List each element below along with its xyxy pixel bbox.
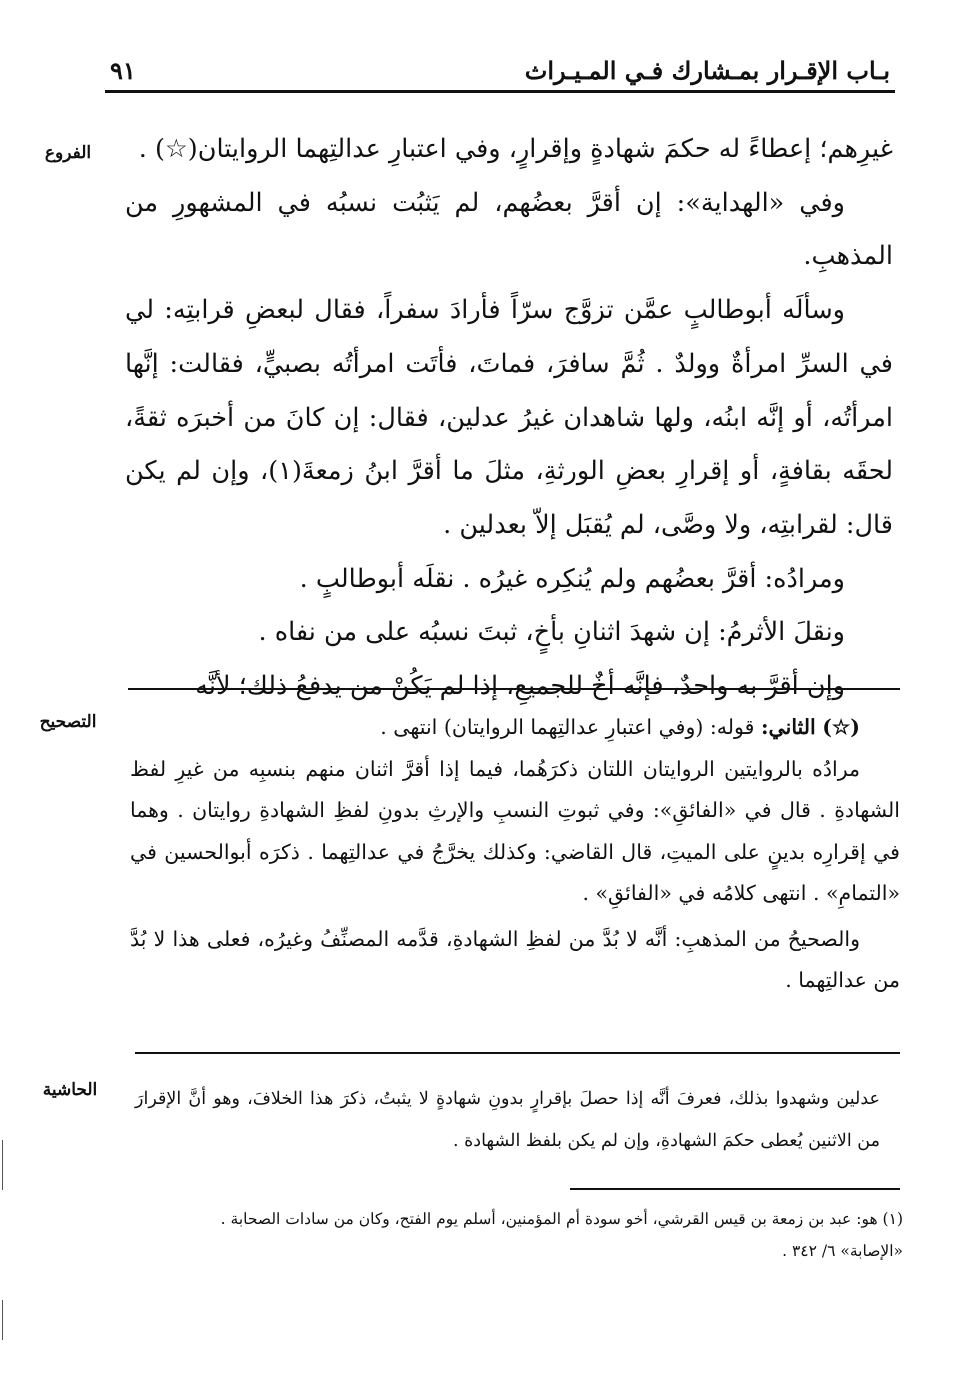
side-label-tashih: التصحيح [39,712,97,732]
tashih-heading: الثاني: [760,715,816,739]
section-divider [128,688,900,690]
header-rule [105,90,895,93]
main-text [125,123,893,714]
side-label-furu: الفروع [44,143,92,163]
side-label-hashiya: الحاشية [42,1080,98,1100]
page-number: ٩١ [110,56,136,85]
main-paragraph: ونقلَ الأثرمُ: إن شهدَ اثنانِ بأخٍ، ثبتَ نسبُه على من نفاه . [258,617,845,648]
main-paragraph: وإن أقرَّ به واحدٌ، فإنَّه أخٌ للجميعِ، إذا لم يَكُنْ من يدفعُ ذلك؛ لأنَّه [195,671,845,702]
section-divider [135,1052,900,1054]
hashiya-section [135,1078,880,1162]
tashih-paragraph: والصحيحُ من المذهبِ: أنَّه لا بُدَّ من لفظِ الشهادةِ، قدَّمه المصنِّفُ وغيرُه، فعلى هذا لا بُدَّ من عدالتِهما . [130,926,900,992]
tashih-marker: (☆) [822,715,860,739]
main-paragraph: ومرادُه: أقرَّ بعضُهم ولم يُنكِره غيرُه . نقلَه أبوطالبٍ . [299,563,845,594]
footnote-divider [570,1188,900,1190]
main-paragraph: وسألَه أبوطالبٍ عمَّن تزوَّج سرّاً فأرادَ سفراً، فقال لبعضِ قرابتِه: لي في السرِّ امرأةٌ وولدٌ . ثُمَّ سافرَ، فماتَ، فأتَت امرأتُه بصبيٍّ، فقالت: إنَّها امرأتُه، أو إنَّه ابنُه، ولها شاهدان غيرُ عدلين، فقال: إن كانَ من أخبرَه ثقةً، لحقَه بقافةٍ، أو إقرارِ بعضِ الورثةِ، مثلَ ما أقرَّ ابنُ زمعةَ(١)، وإن لم يكن قال: لقرابتِه، ولا وصَّى، لم يُقبَل إلاّ بعدلين . [125,295,894,540]
footnote-line: «الإصابة» ٦/ ٣٤٢ . [782,1242,903,1260]
chapter-title: بـاب الإقـرار بمـشارك فـي المـيـراث [524,56,890,85]
running-header [110,52,890,92]
tashih-paragraph: قوله: (وفي اعتبارِ عدالتِهما الروايتان) انتهى . [380,715,755,739]
tashih-section [130,707,900,1002]
footnote-section [135,1203,903,1267]
scan-edge-mark [2,1140,3,1190]
main-paragraph: وفي «الهداية»: إن أقرَّ بعضُهم، لم يَثبُت نسبُه في المشهورِ من المذهبِ. [125,187,893,272]
footnote-line: (١) هو: عبد بن زمعة بن قيس القرشي، أخو سودة أم المؤمنين، أسلم يوم الفتح، وكان من سادات الصحابة . [220,1210,903,1228]
scan-edge-mark [2,1300,3,1340]
hashiya-paragraph: عدلين وشهدوا بذلك، فعرفَ أنَّه إذا حصلَ بإقرارٍ بدونِ شهادةٍ لا يثبتُ، ذكرَ هذا الخلافَ، وهو أنَّ الإقرارَ من الاثنين يُعطى حكمَ الشهادةِ، وإن لم يكن بلفظ الشهادة . [135,1089,880,1151]
main-paragraph: غيرِهم؛ إعطاءً له حكمَ شهادةٍ وإقرارٍ، وفي اعتبارِ عدالتِهما الروايتان(☆) . [138,134,893,164]
tashih-paragraph: مرادُه بالروايتين الروايتان اللتان ذكرَهُما، فيما إذا أقرَّ اثنان منهم بنسبِه من غيرِ لفظ الشهادةِ . قال في «الفائقِ»: وفي ثبوتِ النسبِ والإرثِ بدونِ لفظِ الشهادةِ روايتان . وهما في إقرارِه بدينٍ على الميتِ، قال القاضي: وكذلك يخرَّجُ في عدالتِهما . ذكرَه أبوالحسين في «التمامِ» . انتهى كلامُه في «الفائقِ» . [130,756,900,905]
